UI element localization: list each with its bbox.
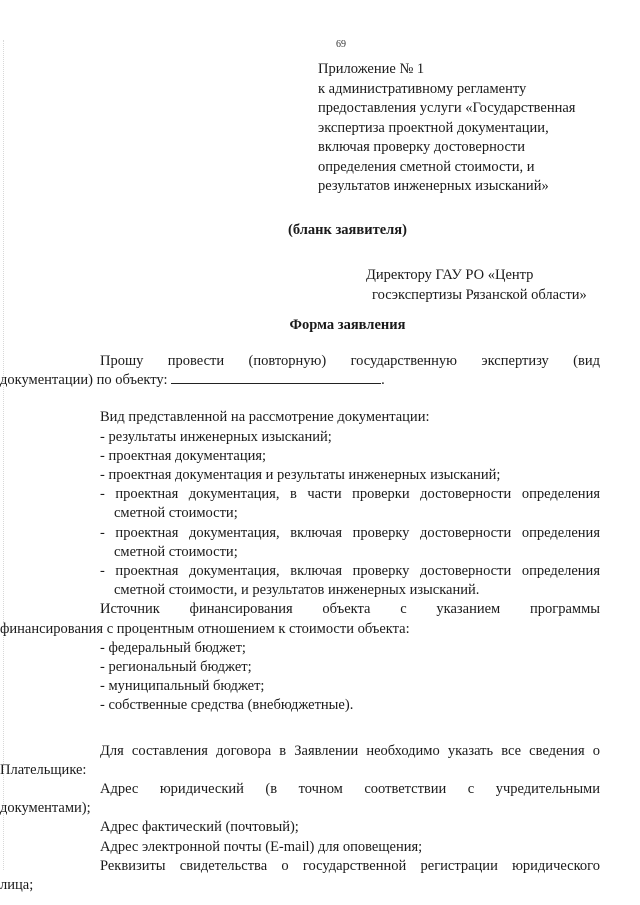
doc-type-item: - проектная документация; — [100, 447, 267, 464]
doc-type-item-cont: сметной стоимости, и результатов инженерных изысканий. — [114, 582, 480, 599]
annex-line: включая проверку достоверности — [318, 139, 526, 155]
addressee-block — [366, 266, 626, 305]
contract-line: Плательщике: — [0, 761, 87, 778]
request-object-line — [0, 371, 600, 390]
annex-header — [318, 60, 608, 197]
object-fill-line — [171, 371, 381, 384]
addressee-line: госэкспертизы Рязанской области» — [372, 286, 587, 303]
request-object-label: документации) по объекту: — [0, 372, 168, 389]
addressee-line: Директору ГАУ РО «Центр — [366, 267, 534, 283]
doc-type-item-cont: сметной стоимости; — [114, 543, 238, 560]
doc-type-item: - проектная документация, в части проверки достоверности определения — [100, 486, 600, 503]
doc-type-item: - проектная документация и результаты инженерных изысканий; — [100, 467, 501, 484]
doc-types-heading: Вид представленной на рассмотрение документации: — [100, 409, 430, 426]
financing-item: - муниципальный бюджет; — [100, 678, 265, 695]
annex-line: экспертиза проектной документации, — [318, 119, 549, 136]
contract-line: Для составления договора в Заявлении необходимо указать все сведения о — [100, 742, 600, 759]
legal-address-line: Адрес юридический (в точном соответствии с учредительными — [100, 781, 600, 798]
request-object-end: . — [381, 372, 385, 389]
form-body — [0, 352, 600, 895]
registration-line: лица; — [0, 877, 34, 894]
financing-item: - собственные средства (внебюджетные). — [100, 697, 354, 714]
doc-type-item: - проектная документация, включая проверку достоверности определения — [100, 563, 600, 580]
financing-line: Источник финансирования объекта с указанием программы — [100, 601, 600, 618]
scan-edge — [3, 40, 6, 870]
annex-line: предоставления услуги «Государственная — [318, 100, 576, 116]
applicant-blank-label: (бланк заявителя) — [288, 222, 407, 238]
email-line: Адрес электронной почты (E-mail) для оповещения; — [100, 838, 423, 855]
page-number: 69 — [336, 39, 346, 50]
annex-line: к административному регламенту — [318, 80, 527, 97]
annex-line: результатов инженерных изысканий» — [318, 178, 549, 194]
doc-type-item: - проектная документация, включая проверку достоверности определения — [100, 524, 600, 541]
legal-address-line: документами); — [0, 800, 91, 817]
financing-item: - региональный бюджет; — [100, 659, 252, 676]
annex-line: Приложение № 1 — [318, 61, 425, 77]
request-line: Прошу провести (повторную) государственную экспертизу (вид — [100, 353, 600, 369]
form-title: Форма заявления — [289, 317, 406, 333]
annex-line: определения сметной стоимости, и — [318, 158, 535, 175]
actual-address-line: Адрес фактический (почтовый); — [100, 819, 299, 836]
financing-line: финансирования с процентным отношением к стоимости объекта: — [0, 620, 410, 637]
doc-type-item-cont: сметной стоимости; — [114, 505, 238, 522]
doc-type-item: - результаты инженерных изысканий; — [100, 428, 332, 445]
financing-item: - федеральный бюджет; — [100, 639, 246, 656]
registration-line: Реквизиты свидетельства о государственной регистрации юридического — [100, 857, 600, 874]
